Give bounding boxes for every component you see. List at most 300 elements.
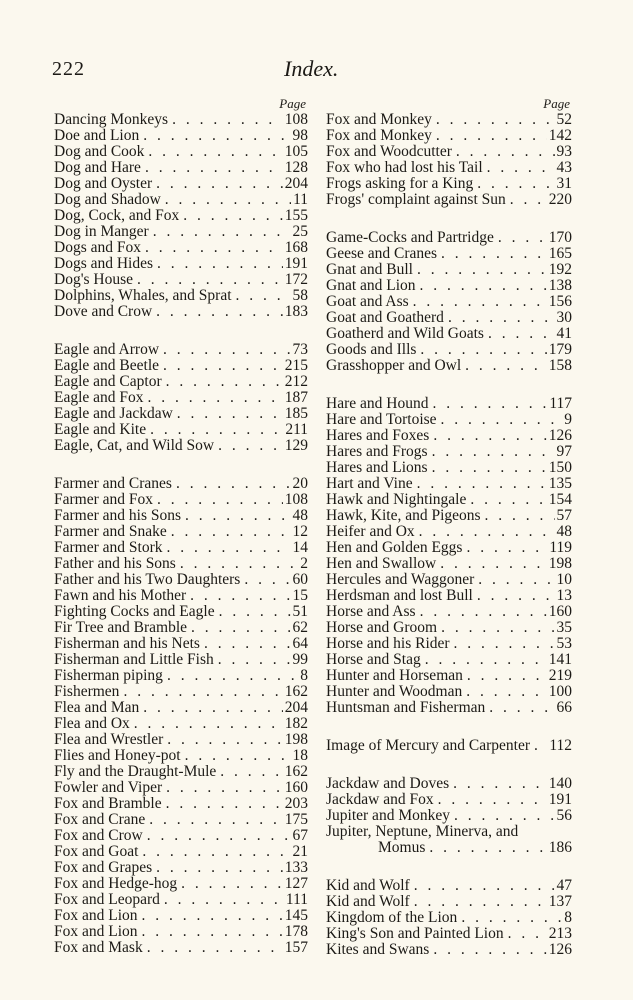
entry-page-number: 140 <box>548 775 572 792</box>
index-entry <box>54 208 308 224</box>
entry-title: Gnat and Bull <box>326 261 413 278</box>
entry-title: Hen and Swallow <box>326 555 437 572</box>
dot-leader <box>144 144 282 160</box>
entry-title: Eagle and Beetle <box>54 357 160 374</box>
entry-title: Hare and Hound <box>326 395 429 412</box>
dot-leader <box>432 128 547 144</box>
entry-title: Fox and Hedge-hog <box>54 875 178 892</box>
entry-page-number: 11 <box>293 191 308 208</box>
entry-title: Fox and Bramble <box>54 795 162 812</box>
dot-leader <box>473 176 554 192</box>
index-entry <box>326 588 572 604</box>
entry-page-number: 187 <box>284 389 308 406</box>
dot-leader <box>139 128 290 144</box>
entry-page-number: 137 <box>548 893 572 910</box>
entry-title: Fishermen <box>54 683 120 700</box>
entry-page-number: 73 <box>292 341 308 358</box>
dot-leader <box>162 374 283 390</box>
entry-page-number: 162 <box>284 763 308 780</box>
index-entry <box>326 476 572 492</box>
entry-page-number: 56 <box>556 807 572 824</box>
entry-title: Kid and Wolf <box>326 893 410 910</box>
dot-leader <box>144 390 283 406</box>
dot-leader <box>494 230 547 246</box>
entry-title: Eagle and Jackdaw <box>54 405 173 422</box>
dot-leader <box>240 572 290 588</box>
dot-leader <box>163 668 298 684</box>
entry-title: Eagle and Kite <box>54 421 147 438</box>
entry-page-number: 105 <box>284 143 308 160</box>
index-entry <box>54 112 308 128</box>
index-entry <box>54 908 308 924</box>
entry-title: Fawn and his Mother <box>54 587 187 604</box>
dot-leader <box>413 476 547 492</box>
entry-title: Doe and Lion <box>54 127 140 144</box>
entry-page-number: 97 <box>556 443 572 460</box>
entry-page-number: 154 <box>548 491 572 508</box>
index-entry <box>54 604 308 620</box>
entry-page-number: 60 <box>292 571 308 588</box>
dot-leader <box>413 262 547 278</box>
dot-leader <box>444 310 555 326</box>
entry-title: Goat and Goatherd <box>326 309 444 326</box>
dot-leader <box>130 716 283 732</box>
dot-leader <box>437 620 554 636</box>
dot-leader <box>409 294 547 310</box>
dot-leader <box>149 224 291 240</box>
entry-title: Dog and Oyster <box>54 175 153 192</box>
entry-page-number: 150 <box>548 459 572 476</box>
dot-leader <box>138 844 290 860</box>
dot-leader <box>504 926 547 942</box>
entry-title: King's Son and Painted Lion <box>326 925 504 942</box>
entry-page-number: 156 <box>548 293 572 310</box>
index-entry <box>54 492 308 508</box>
index-entry <box>54 406 308 422</box>
entry-page-number: 13 <box>556 587 572 604</box>
entry-page-number: 112 <box>549 737 572 754</box>
index-entry <box>54 716 308 732</box>
entry-page-number: 160 <box>548 603 572 620</box>
dot-leader <box>119 684 282 700</box>
index-entry <box>54 272 308 288</box>
entry-title: Huntsman and Fisherman <box>326 699 486 716</box>
entry-title: Hares and Foxes <box>326 427 430 444</box>
entry-page-number: 25 <box>292 223 308 240</box>
group-spacer <box>326 374 572 396</box>
index-entry <box>54 304 308 320</box>
index-entry <box>54 780 308 796</box>
entry-title: Hawk, Kite, and Pigeons <box>326 507 481 524</box>
group-spacer <box>54 320 308 342</box>
entry-page-number: 66 <box>556 699 572 716</box>
entry-page-number: 128 <box>284 159 308 176</box>
entry-title: Farmer and Fox <box>54 491 154 508</box>
index-entry <box>326 524 572 540</box>
index-entry <box>54 358 308 374</box>
entry-title: Herdsman and lost Bull <box>326 587 473 604</box>
index-entry <box>326 160 572 176</box>
entry-title: Farmer and Stork <box>54 539 163 556</box>
dot-leader <box>162 796 283 812</box>
dot-leader <box>161 192 291 208</box>
entry-page-number: 108 <box>284 491 308 508</box>
dot-leader <box>429 942 546 958</box>
dot-leader <box>173 406 283 422</box>
entry-page-number: 158 <box>548 357 572 374</box>
entry-page-number: 127 <box>284 875 308 892</box>
entry-title: Dog's House <box>54 271 133 288</box>
entry-page-number: 204 <box>284 175 308 192</box>
index-entry <box>326 572 572 588</box>
entry-page-number: 14 <box>292 539 308 556</box>
entry-title: Fly and the Draught-Mule <box>54 763 217 780</box>
index-entry <box>326 428 572 444</box>
entry-title: Fisherman and Little Fish <box>54 651 214 668</box>
dot-leader <box>168 112 283 128</box>
dot-leader <box>530 738 547 754</box>
entry-title: Fox and Goat <box>54 843 139 860</box>
dot-leader <box>162 780 283 796</box>
index-entry <box>54 176 308 192</box>
entry-page-number: 108 <box>284 111 308 128</box>
dot-leader <box>437 412 563 428</box>
index-entry <box>326 492 572 508</box>
index-entry <box>54 636 308 652</box>
entry-page-number: 8 <box>564 909 572 926</box>
entry-title: Farmer and Cranes <box>54 475 172 492</box>
dot-leader <box>177 876 283 892</box>
dot-leader <box>428 444 555 460</box>
dot-leader <box>159 342 290 358</box>
entry-title: Fox who had lost his Tail <box>326 159 483 176</box>
entry-page-number: 155 <box>284 207 308 224</box>
dot-leader <box>215 604 291 620</box>
index-entry <box>326 738 572 754</box>
entry-title: Dog, Cock, and Fox <box>54 207 180 224</box>
page-number: 222 <box>52 58 85 80</box>
index-entry <box>54 192 308 208</box>
dot-leader <box>153 492 283 508</box>
dot-leader <box>449 776 547 792</box>
entry-page-number: 100 <box>548 683 572 700</box>
index-entry <box>54 924 308 940</box>
entry-page-number: 204 <box>284 699 308 716</box>
group-spacer <box>54 454 308 476</box>
entry-title: Hunter and Woodman <box>326 683 463 700</box>
entry-title: Fir Tree and Bramble <box>54 619 188 636</box>
entry-page-number: 198 <box>548 555 572 572</box>
entry-page-number: 215 <box>284 357 308 374</box>
index-entry <box>326 910 572 926</box>
index-entry <box>326 342 572 358</box>
dot-leader <box>214 652 291 668</box>
dot-leader <box>437 246 547 262</box>
index-entry <box>326 176 572 192</box>
index-entry <box>54 844 308 860</box>
dot-leader <box>214 438 283 454</box>
dot-leader <box>474 572 554 588</box>
entry-page-number: 135 <box>548 475 572 492</box>
entry-title: Hare and Tortoise <box>326 411 437 428</box>
entry-page-number: 58 <box>292 287 308 304</box>
entry-page-number: 57 <box>556 507 572 524</box>
entry-page-number: 211 <box>285 421 308 438</box>
index-entry <box>54 828 308 844</box>
entry-title: Dancing Monkeys <box>54 111 169 128</box>
dot-leader <box>143 940 283 956</box>
entry-page-number: 162 <box>284 683 308 700</box>
entry-title: Farmer and Snake <box>54 523 167 540</box>
entry-page-number: 175 <box>284 811 308 828</box>
index-entry <box>326 230 572 246</box>
entry-page-number: 67 <box>292 827 308 844</box>
index-entry <box>326 508 572 524</box>
entry-title: Eagle and Arrow <box>54 341 160 358</box>
entry-title: Kites and Swans <box>326 941 430 958</box>
entry-title: Heifer and Ox <box>326 523 415 540</box>
index-entry <box>326 700 572 716</box>
entry-page-number: 179 <box>548 341 572 358</box>
dot-leader <box>450 808 555 824</box>
entry-title: Eagle and Captor <box>54 373 162 390</box>
entry-title: Dog and Hare <box>54 159 141 176</box>
entry-page-number: 18 <box>292 747 308 764</box>
entry-title: Fox and Lion <box>54 923 138 940</box>
dot-leader <box>429 428 546 444</box>
entry-page-number: 220 <box>548 191 572 208</box>
index-entry <box>54 892 308 908</box>
entry-page-number: 12 <box>292 523 308 540</box>
dot-leader <box>176 556 298 572</box>
entry-page-number: 30 <box>556 309 572 326</box>
entry-page-number: 99 <box>292 651 308 668</box>
entry-title: Jupiter and Monkey <box>326 807 450 824</box>
index-entry <box>54 732 308 748</box>
dot-leader <box>179 208 282 224</box>
entry-page-number: 186 <box>548 839 572 856</box>
dot-leader <box>483 160 555 176</box>
entry-page-number: 213 <box>548 925 572 942</box>
dot-leader <box>138 924 283 940</box>
index-entry <box>326 894 572 910</box>
entry-title: Horse and Groom <box>326 619 438 636</box>
entry-title: Dogs and Hides <box>54 255 154 272</box>
dot-leader <box>216 764 282 780</box>
dot-leader <box>163 732 282 748</box>
entry-title: Eagle, Cat, and Wild Sow <box>54 437 215 454</box>
index-entry <box>54 508 308 524</box>
entry-title: Image of Mercury and Carpenter <box>326 737 530 754</box>
entry-title: Frogs asking for a King <box>326 175 474 192</box>
dot-leader <box>152 176 283 192</box>
entry-title: Dog and Cook <box>54 143 145 160</box>
entry-title: Goatherd and Wild Goats <box>326 325 484 342</box>
entry-title: Flies and Honey-pot <box>54 747 181 764</box>
dot-leader <box>484 326 555 342</box>
entry-page-number: 8 <box>300 667 308 684</box>
entry-title: Jackdaw and Fox <box>326 791 434 808</box>
entry-title: Goat and Ass <box>326 293 409 310</box>
entry-page-number: 10 <box>556 571 572 588</box>
entry-title: Frogs' complaint against Sun <box>326 191 506 208</box>
dot-leader <box>141 160 283 176</box>
entry-title: Hercules and Waggoner <box>326 571 475 588</box>
index-column-right <box>326 96 572 958</box>
entry-page-number: 43 <box>556 159 572 176</box>
dot-leader <box>450 636 555 652</box>
entry-page-number: 157 <box>284 939 308 956</box>
entry-title: Fox and Lion <box>54 907 138 924</box>
entry-page-number: 51 <box>292 603 308 620</box>
dot-leader <box>428 396 547 412</box>
entry-page-number: 133 <box>284 859 308 876</box>
dot-leader <box>410 894 547 910</box>
index-entry <box>326 310 572 326</box>
index-entry <box>326 792 572 808</box>
index-entry <box>54 342 308 358</box>
entry-page-number: 191 <box>548 791 572 808</box>
entry-title: Game-Cocks and Partridge <box>326 229 494 246</box>
index-entry <box>326 776 572 792</box>
dot-leader <box>466 492 546 508</box>
entry-title: Gnat and Lion <box>326 277 416 294</box>
entry-title: Hawk and Nightingale <box>326 491 467 508</box>
entry-page-number: 20 <box>292 475 308 492</box>
entry-page-number: 142 <box>548 127 572 144</box>
index-entry <box>326 444 572 460</box>
entry-title: Flea and Wrestler <box>54 731 164 748</box>
index-entry <box>326 684 572 700</box>
entry-title: Goods and Ills <box>326 341 417 358</box>
entry-title: Fox and Leopard <box>54 891 160 908</box>
entry-title: Fisherman piping <box>54 667 163 684</box>
entry-title: Kid and Wolf <box>326 877 410 894</box>
entry-page-number: 145 <box>284 907 308 924</box>
entry-title: Fox and Woodcutter <box>326 143 452 160</box>
group-spacer <box>326 208 572 230</box>
dot-leader <box>462 540 547 556</box>
entry-title: Jackdaw and Doves <box>326 775 450 792</box>
entry-page-number: 182 <box>284 715 308 732</box>
entry-title: Fighting Cocks and Eagle <box>54 603 215 620</box>
dot-leader <box>425 840 546 856</box>
index-entry <box>54 240 308 256</box>
index-entry <box>326 192 572 208</box>
index-entry <box>326 262 572 278</box>
group-spacer <box>326 716 572 738</box>
index-entry <box>54 476 308 492</box>
entry-title: Jupiter, Neptune, Minerva, and <box>326 823 519 840</box>
entry-title: Flea and Man <box>54 699 140 716</box>
index-entry <box>54 556 308 572</box>
dot-leader <box>436 556 547 572</box>
dot-leader <box>416 342 546 358</box>
index-entry <box>54 620 308 636</box>
dot-leader <box>181 748 291 764</box>
entry-page-number: 168 <box>284 239 308 256</box>
entry-page-number: 129 <box>284 437 308 454</box>
entry-page-number: 53 <box>556 635 572 652</box>
dot-leader <box>462 684 547 700</box>
dot-leader <box>143 828 291 844</box>
entry-title: Fox and Monkey <box>326 127 432 144</box>
entry-title: Father and his Sons <box>54 555 176 572</box>
index-entry <box>326 540 572 556</box>
entry-title: Fowler and Viper <box>54 779 163 796</box>
index-entry <box>326 128 572 144</box>
entry-page-number: 52 <box>556 111 572 128</box>
dot-leader <box>416 278 547 294</box>
dot-leader <box>133 272 283 288</box>
entry-page-number: 31 <box>556 175 572 192</box>
entry-title: Fox and Mask <box>54 939 143 956</box>
entry-page-number: 219 <box>548 667 572 684</box>
entry-page-number: 172 <box>284 271 308 288</box>
entry-page-number: 198 <box>284 731 308 748</box>
dot-leader <box>457 910 562 926</box>
entry-title: Fox and Grapes <box>54 859 153 876</box>
entry-title: Hunter and Horseman <box>326 667 463 684</box>
entry-title: Fox and Monkey <box>326 111 432 128</box>
dot-leader <box>232 288 291 304</box>
entry-page-number: 191 <box>284 255 308 272</box>
entry-page-number: 21 <box>292 843 308 860</box>
index-entry <box>326 326 572 342</box>
index-entry <box>54 796 308 812</box>
entry-title: Horse and Stag <box>326 651 421 668</box>
entry-title: Horse and Ass <box>326 603 416 620</box>
index-entry <box>326 620 572 636</box>
dot-leader <box>415 524 555 540</box>
index-column-left <box>54 96 308 956</box>
dot-leader <box>410 878 555 894</box>
index-entry <box>326 460 572 476</box>
dot-leader <box>452 144 555 160</box>
entry-title: Horse and his Rider <box>326 635 450 652</box>
index-entry <box>54 700 308 716</box>
index-entry <box>54 684 308 700</box>
index-entry <box>326 412 572 428</box>
index-entry <box>326 604 572 620</box>
index-entry <box>54 128 308 144</box>
index-entry <box>54 438 308 454</box>
entry-page-number: 93 <box>556 143 572 160</box>
dot-leader <box>138 908 283 924</box>
dot-leader <box>506 192 547 208</box>
dot-leader <box>145 812 282 828</box>
index-entry <box>54 588 308 604</box>
dot-leader <box>141 240 283 256</box>
index-entry <box>326 926 572 942</box>
index-entry <box>326 808 572 824</box>
dot-leader <box>473 588 555 604</box>
index-entry <box>326 942 572 958</box>
entry-page-number: 160 <box>284 779 308 796</box>
dot-leader <box>481 508 555 524</box>
index-entry <box>54 374 308 390</box>
index-entry <box>326 144 572 160</box>
entry-page-number: 111 <box>285 891 308 908</box>
entry-page-number: 62 <box>292 619 308 636</box>
entry-title: Dolphins, Whales, and Sprat <box>54 287 232 304</box>
entry-title: Momus <box>378 839 426 856</box>
entry-page-number: 203 <box>284 795 308 812</box>
index-entry <box>326 358 572 374</box>
index-entry <box>54 224 308 240</box>
dot-leader <box>428 460 547 476</box>
dot-leader <box>146 422 283 438</box>
